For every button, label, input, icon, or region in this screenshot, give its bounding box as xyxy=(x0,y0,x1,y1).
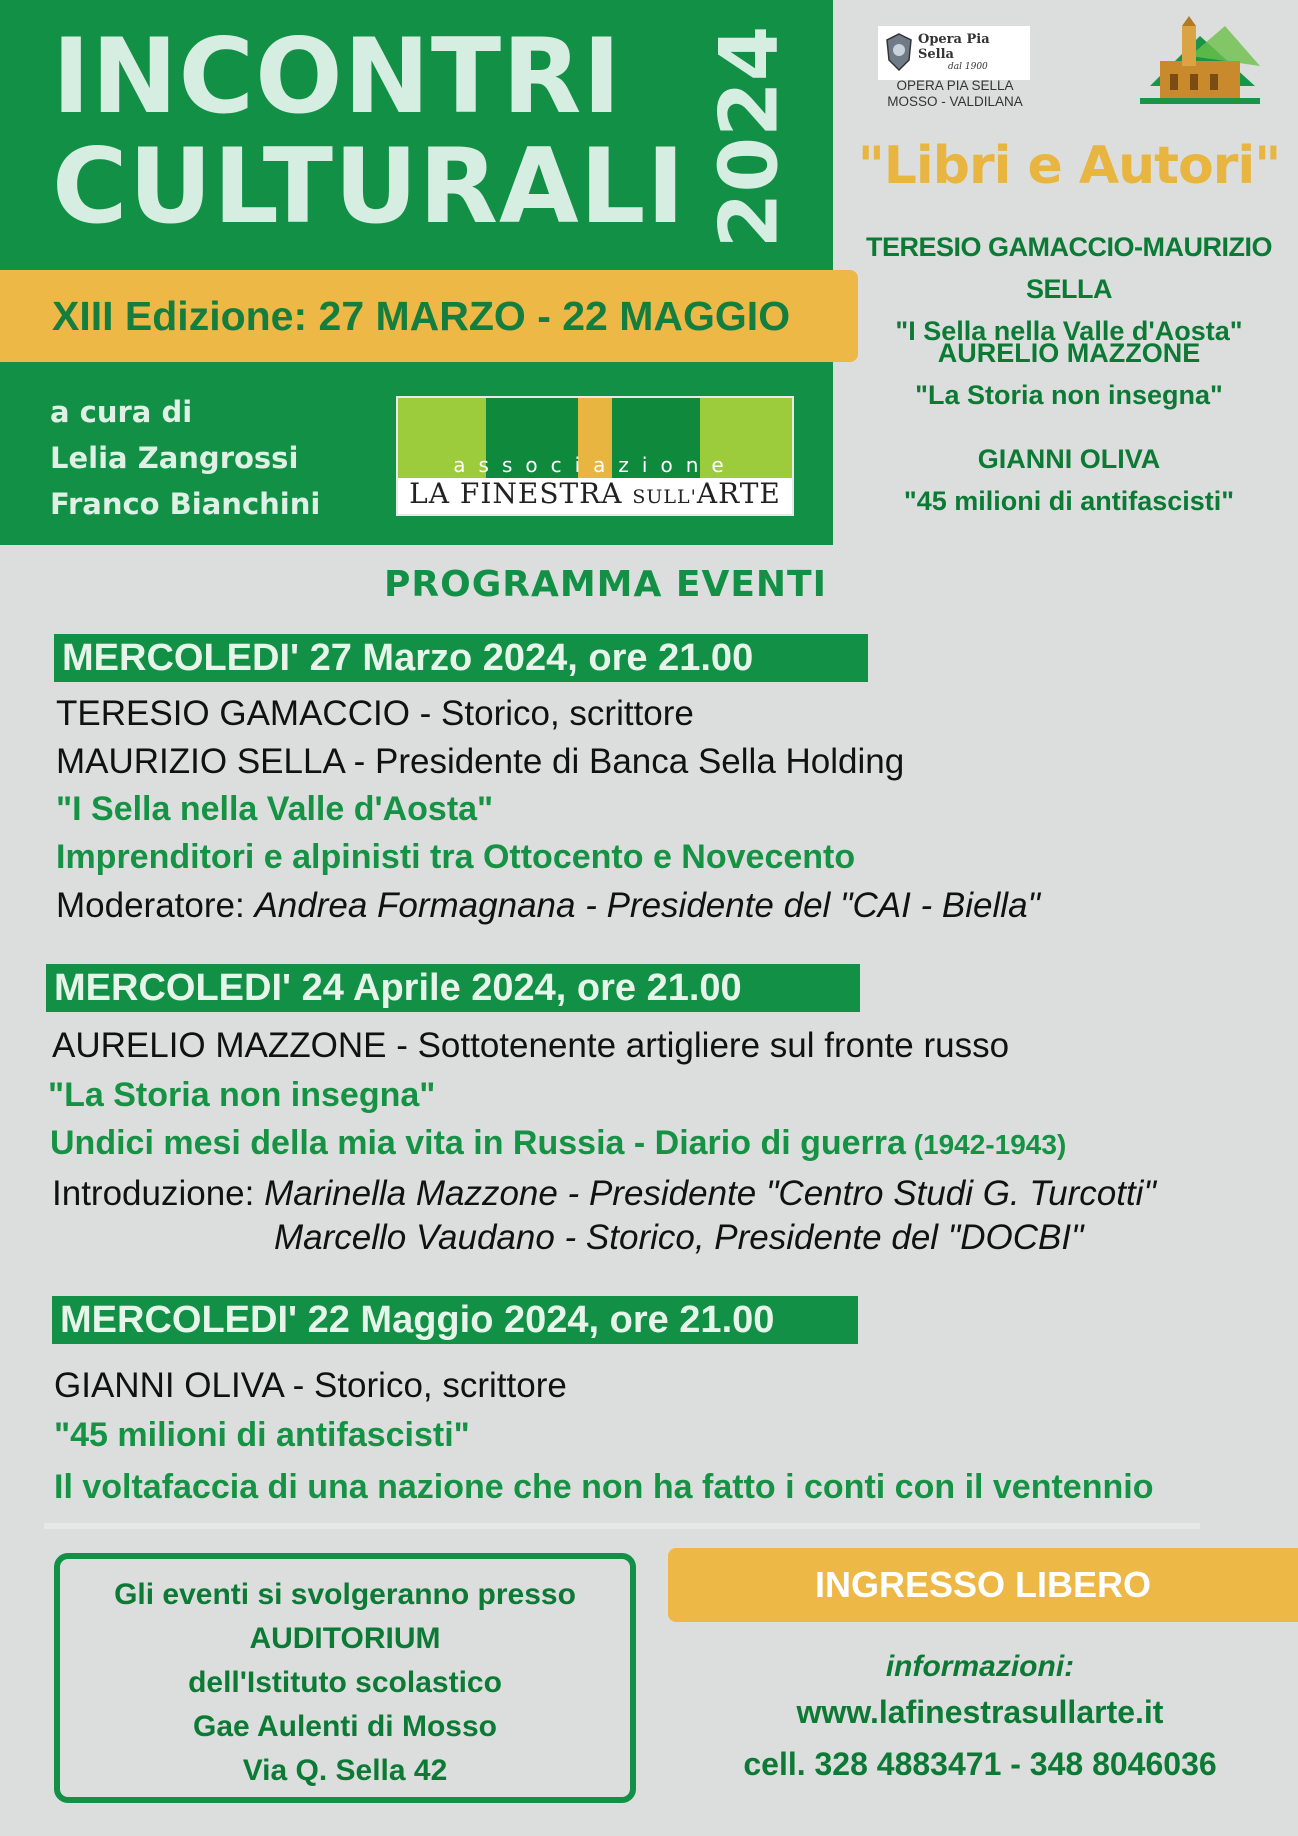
year-vertical xyxy=(694,22,804,252)
opera-caption: OPERA PIA SELLA MOSSO - VALDILANA xyxy=(887,78,1023,109)
association-logo xyxy=(396,396,794,516)
year-text: 2024 xyxy=(702,25,796,249)
info-label: informazioni: xyxy=(885,1650,1075,1683)
edition-banner xyxy=(0,270,858,362)
event-book-title: "I Sella nella Valle d'Aosta" xyxy=(56,790,494,828)
event-date-bar: MERCOLEDI' 22 Maggio 2024, ore 21.00 xyxy=(52,1296,858,1344)
main-title xyxy=(52,17,686,247)
website-link[interactable]: www.lafinestrasullarte.it xyxy=(796,1694,1164,1730)
event-date-bar: MERCOLEDI' 24 Aprile 2024, ore 21.00 xyxy=(46,964,860,1012)
venue-line: Gae Aulenti di Mosso xyxy=(193,1710,497,1743)
event-book-title: "La Storia non insegna" xyxy=(48,1076,436,1114)
sidebar-book: "45 milioni di antifascisti" xyxy=(903,486,1235,516)
sidebar-author: GIANNI OLIVA xyxy=(977,444,1161,474)
sidebar-entry xyxy=(850,332,1288,416)
sidebar-entry xyxy=(850,438,1288,522)
event-speaker: GIANNI OLIVA - Storico, scrittore xyxy=(54,1366,567,1405)
opera-logo-line2: dal 1900 xyxy=(948,62,988,72)
libri-autori-title: "Libri e Autori" xyxy=(857,136,1281,196)
curator-name: Franco Bianchini xyxy=(50,487,321,521)
event-subtitle: Il voltafaccia di una nazione che non ha fatto i conti con il ventennio xyxy=(54,1468,1154,1506)
venue-line: Via Q. Sella 42 xyxy=(242,1754,448,1787)
venue-box xyxy=(54,1553,636,1803)
divider xyxy=(44,1523,1200,1529)
sidebar-author: TERESIO GAMACCIO-MAURIZIO SELLA xyxy=(866,232,1272,304)
venue-line: dell'Istituto scolastico xyxy=(188,1666,502,1699)
event-speaker: MAURIZIO SELLA - Presidente di Banca Sella Holding xyxy=(56,742,905,781)
event-book-title: "45 milioni di antifascisti" xyxy=(54,1416,470,1454)
venue-line: Gli eventi si svolgeranno presso xyxy=(114,1578,576,1611)
venue-line: AUDITORIUM xyxy=(249,1622,441,1655)
sidebar-book: "La Storia non insegna" xyxy=(915,380,1223,410)
program-heading: PROGRAMMA EVENTI xyxy=(384,564,828,605)
event-introduction-2: Marcello Vaudano - Storico, Presidente del "DOCBI" xyxy=(274,1218,1084,1257)
sidebar-author: AURELIO MAZZONE xyxy=(937,338,1201,368)
phone-numbers: cell. 328 4883471 - 348 8046036 xyxy=(743,1746,1217,1782)
opera-pia-logo xyxy=(878,26,1030,80)
event-subtitle: Undici mesi della mia vita in Russia - Diario di guerra (1942-1943) xyxy=(50,1124,1067,1162)
curator-name: Lelia Zangrossi xyxy=(50,441,299,475)
title-line2: CULTURALI xyxy=(52,127,686,247)
ingresso-libero-banner: INGRESSO LIBERO xyxy=(668,1548,1298,1622)
event-subtitle: Imprenditori e alpinisti tra Ottocento e Novecento xyxy=(56,838,856,876)
sidebar-book: "I Sella nella Valle d'Aosta" xyxy=(895,316,1243,346)
curators-block xyxy=(50,389,320,527)
edition-text: XIII Edizione: 27 MARZO - 22 MAGGIO xyxy=(52,293,791,339)
association-name: LA FINESTRA SULL'ARTE xyxy=(409,477,781,510)
event-introduction: Introduzione: Marinella Mazzone - Presidente "Centro Studi G. Turcotti" xyxy=(52,1174,1156,1213)
title-line1: INCONTRI xyxy=(52,17,622,137)
association-word: associazione xyxy=(453,453,737,477)
curated-by-label: a cura di xyxy=(50,395,193,429)
event-speaker: TERESIO GAMACCIO - Storico, scrittore xyxy=(56,694,694,733)
event-date-bar: MERCOLEDI' 27 Marzo 2024, ore 21.00 xyxy=(54,634,868,682)
crest-icon xyxy=(884,32,914,72)
church-icon xyxy=(1130,16,1270,108)
event-speaker: AURELIO MAZZONE - Sottotenente artigliere sul fronte russo xyxy=(52,1026,1010,1065)
event-moderator: Moderatore: Andrea Formagnana - Presidente del "CAI - Biella" xyxy=(56,886,1040,925)
opera-logo-line1: Opera Pia Sella xyxy=(918,32,990,62)
